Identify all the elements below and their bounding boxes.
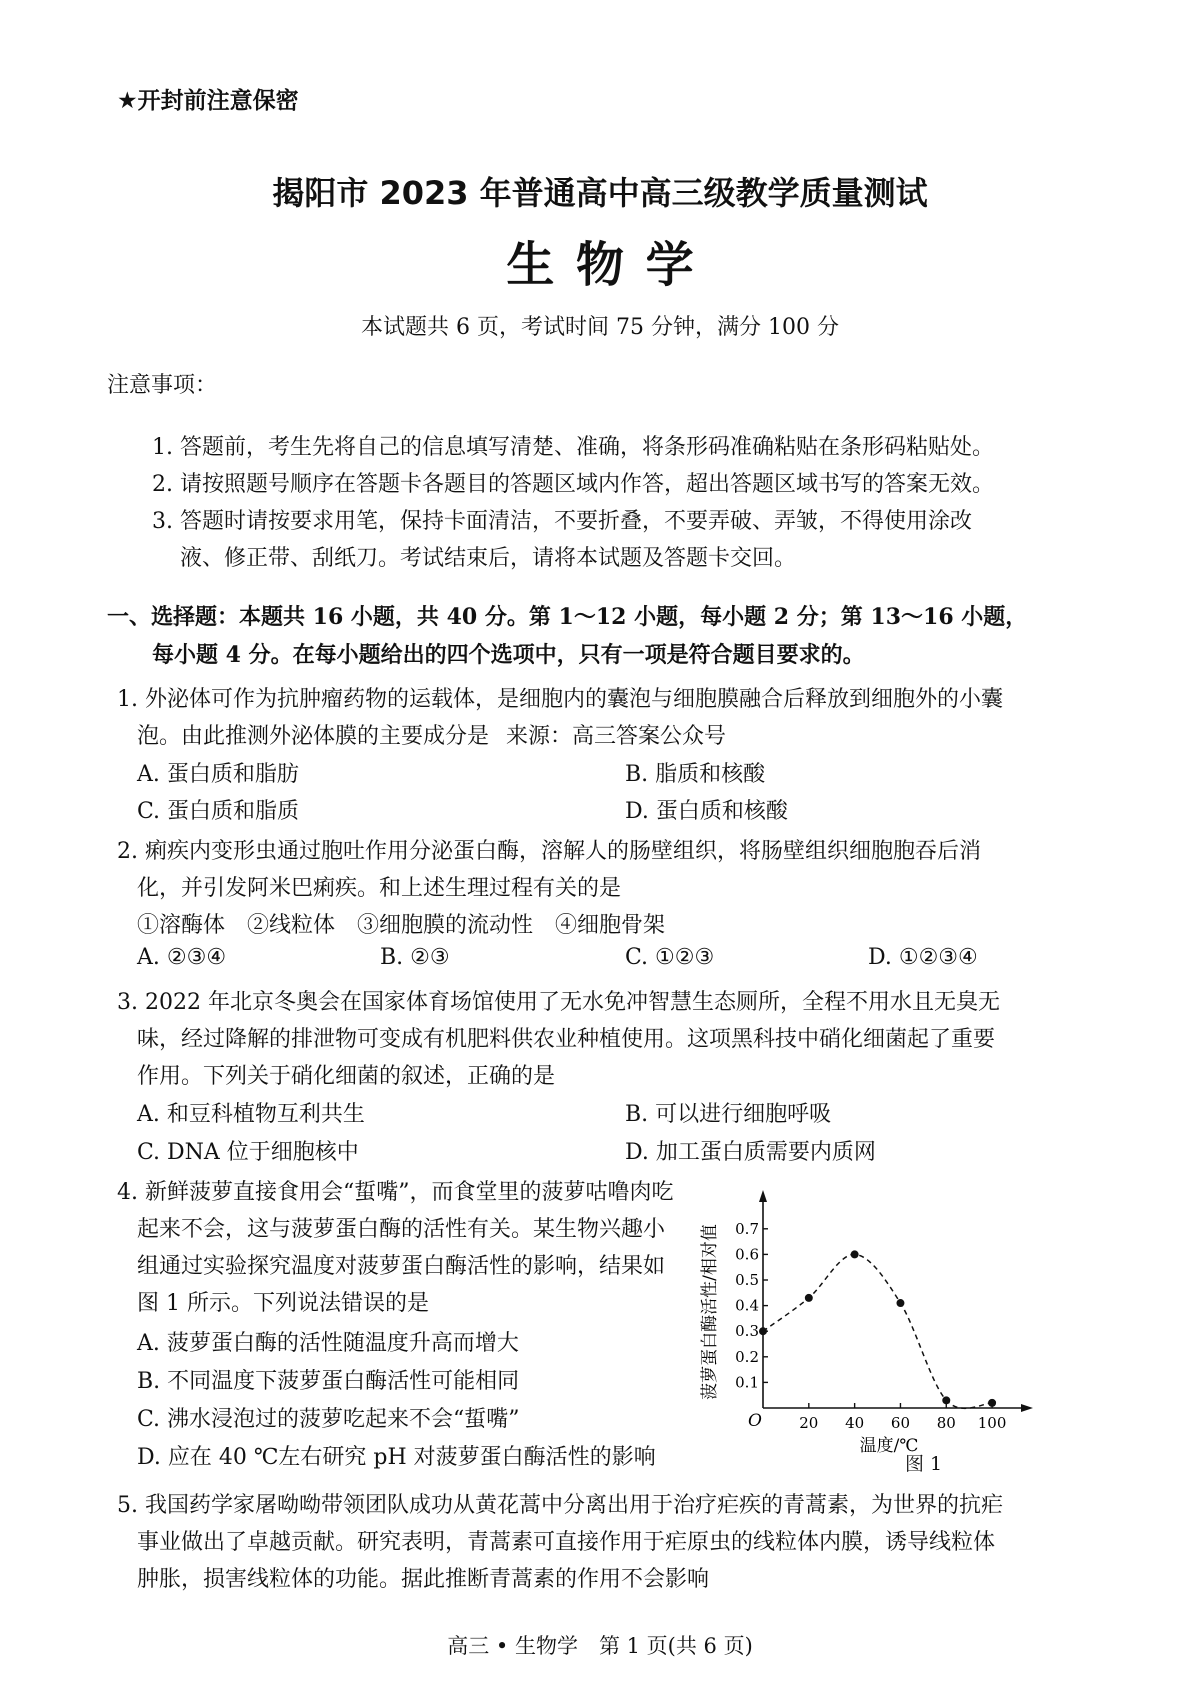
q5-stem-cont-2: 肿胀，损害线粒体的功能。据此推断青蒿素的作用不会影响 <box>137 1567 710 1592</box>
note-item-3-cont: 液、修正带、刮纸刀。考试结束后，请将本试题及答题卡交回。 <box>180 546 797 571</box>
subject-title: 生物学 <box>506 237 716 293</box>
q5-stem-cont-1: 事业做出了卓越贡献。研究表明，青蒿素可直接作用于疟原虫的线粒体内膜，诱导线粒体 <box>137 1530 996 1555</box>
q4-option-d: D. 应在 40 ℃左右研究 pH 对菠萝蛋白酶活性的影响 <box>137 1445 656 1470</box>
notes-heading: 注意事项： <box>107 373 218 398</box>
section-heading-cont: 每小题 4 分。在每小题给出的四个选项中，只有一项是符合题目要求的。 <box>152 642 865 668</box>
q2-stem-cont: 化，并引发阿米巴痢疾。和上述生理过程有关的是 <box>137 876 622 901</box>
data-point <box>896 1299 904 1307</box>
exam-info: 本试题共 6 页，考试时间 75 分钟，满分 100 分 <box>361 315 839 340</box>
q4-stem-cont-1: 起来不会，这与菠萝蛋白酶的活性有关。某生物兴趣小 <box>137 1217 666 1242</box>
confidential-notice: ★开封前注意保密 <box>117 88 299 114</box>
x-axis-arrow-icon <box>1021 1404 1033 1412</box>
exam-title: 揭阳市 2023 年普通高中高三级教学质量测试 <box>272 174 928 212</box>
y-tick-label: 0.3 <box>735 1322 759 1341</box>
q4-option-a: A. 菠萝蛋白酶的活性随温度升高而增大 <box>137 1331 519 1356</box>
y-tick-label: 0.6 <box>735 1245 759 1264</box>
section-heading: 一、选择题：本题共 16 小题，共 40 分。第 1～12 小题，每小题 2 分；第 13～16 小题， <box>107 604 1028 630</box>
q2-items: ①溶酶体 ②线粒体 ③细胞膜的流动性 ④细胞骨架 <box>137 913 666 938</box>
y-tick-label: 0.4 <box>735 1296 759 1315</box>
note-item-3: 3. 答题时请按要求用笔，保持卡面清洁，不要折叠，不要弄破、弄皱，不得使用涂改 <box>152 509 972 534</box>
q2-stem: 2. 痢疾内变形虫通过胞吐作用分泌蛋白酶，溶解人的肠壁组织，将肠壁组织细胞胞吞后消 <box>117 839 981 864</box>
q3-stem-cont-2: 作用。下列关于硝化细菌的叙述，正确的是 <box>137 1064 556 1089</box>
y-tick-label: 0.5 <box>735 1271 759 1289</box>
q5-stem: 5. 我国药学家屠呦呦带领团队成功从黄花蒿中分离出用于治疗疟疾的青蒿素，为世界的抗疟 <box>117 1493 1003 1518</box>
q4-stem-cont-3: 图 1 所示。下列说法错误的是 <box>137 1291 429 1316</box>
data-point <box>988 1399 996 1407</box>
q3-option-b: B. 可以进行细胞呼吸 <box>625 1102 832 1127</box>
series-line <box>763 1254 992 1408</box>
q2-option-a: A. ②③④ <box>137 945 227 970</box>
q3-option-d: D. 加工蛋白质需要内质网 <box>625 1140 876 1165</box>
x-tick-label: 40 <box>845 1414 865 1432</box>
x-tick-label: 100 <box>977 1414 1007 1432</box>
data-point <box>942 1396 950 1404</box>
page-footer: 高三 • 生物学 第 1 页(共 6 页) <box>447 1634 753 1658</box>
x-tick-label: 60 <box>890 1414 911 1432</box>
y-tick-label: 0.1 <box>735 1373 759 1392</box>
q1-option-a: A. 蛋白质和脂肪 <box>137 762 299 787</box>
figure-caption: 图 1 <box>905 1453 943 1475</box>
q2-option-b: B. ②③ <box>380 945 450 970</box>
origin-label: O <box>748 1411 762 1431</box>
q1-option-b: B. 脂质和核酸 <box>625 762 766 787</box>
q4-stem: 4. 新鲜菠萝直接食用会“蜇嘴”，而食堂里的菠萝咕噜肉吃 <box>117 1180 674 1205</box>
data-point <box>805 1294 813 1302</box>
q4-stem-cont-2: 组通过实验探究温度对菠萝蛋白酶活性的影响，结果如 <box>137 1254 666 1279</box>
chart-svg <box>700 1176 1095 1476</box>
q1-option-c: C. 蛋白质和脂质 <box>137 799 300 824</box>
q1-stem-cont <box>137 719 726 750</box>
q1-stem-text: 泡。由此推测外泌体膜的主要成分是 <box>137 724 490 749</box>
data-point <box>759 1327 767 1335</box>
q2-option-d: D. ①②③④ <box>868 945 978 970</box>
q4-option-c: C. 沸水浸泡过的菠萝吃起来不会“蜇嘴” <box>137 1407 520 1432</box>
y-axis-label: 菠萝蛋白酶活性/相对值 <box>700 1224 720 1400</box>
figure-1-chart <box>700 1176 1095 1476</box>
note-item-1: 1. 答题前，考生先将自己的信息填写清楚、准确，将条形码准确粘贴在条形码粘贴处。 <box>152 435 994 460</box>
q3-stem: 3. 2022 年北京冬奥会在国家体育场馆使用了无水免冲智慧生态厕所，全程不用水且无臭无 <box>117 990 1000 1015</box>
q3-stem-cont-1: 味，经过降解的排泄物可变成有机肥料供农业种植使用。这项黑科技中硝化细菌起了重要 <box>137 1027 996 1052</box>
y-tick-label: 0.7 <box>735 1219 759 1238</box>
q3-option-c: C. DNA 位于细胞核中 <box>137 1140 359 1165</box>
y-tick-label: 0.2 <box>735 1347 759 1366</box>
q1-option-d: D. 蛋白质和核酸 <box>625 799 788 824</box>
x-axis-label: 温度/℃ <box>859 1436 919 1456</box>
q1-source-note: 来源：高三答案公众号 <box>506 724 727 749</box>
q4-option-b: B. 不同温度下菠萝蛋白酶活性可能相同 <box>137 1369 520 1394</box>
q3-option-a: A. 和豆科植物互利共生 <box>137 1102 365 1127</box>
q2-option-c: C. ①②③ <box>625 945 715 970</box>
note-item-2: 2. 请按照题号顺序在答题卡各题目的答题区域内作答，超出答题区域书写的答案无效。 <box>152 472 994 497</box>
x-tick-label: 20 <box>799 1414 819 1432</box>
y-axis-arrow-icon <box>759 1190 767 1202</box>
q1-stem: 1. 外泌体可作为抗肿瘤药物的运载体，是细胞内的囊泡与细胞膜融合后释放到细胞外的小囊 <box>117 687 1003 712</box>
x-tick-label: 80 <box>936 1414 956 1432</box>
data-point <box>851 1250 859 1258</box>
